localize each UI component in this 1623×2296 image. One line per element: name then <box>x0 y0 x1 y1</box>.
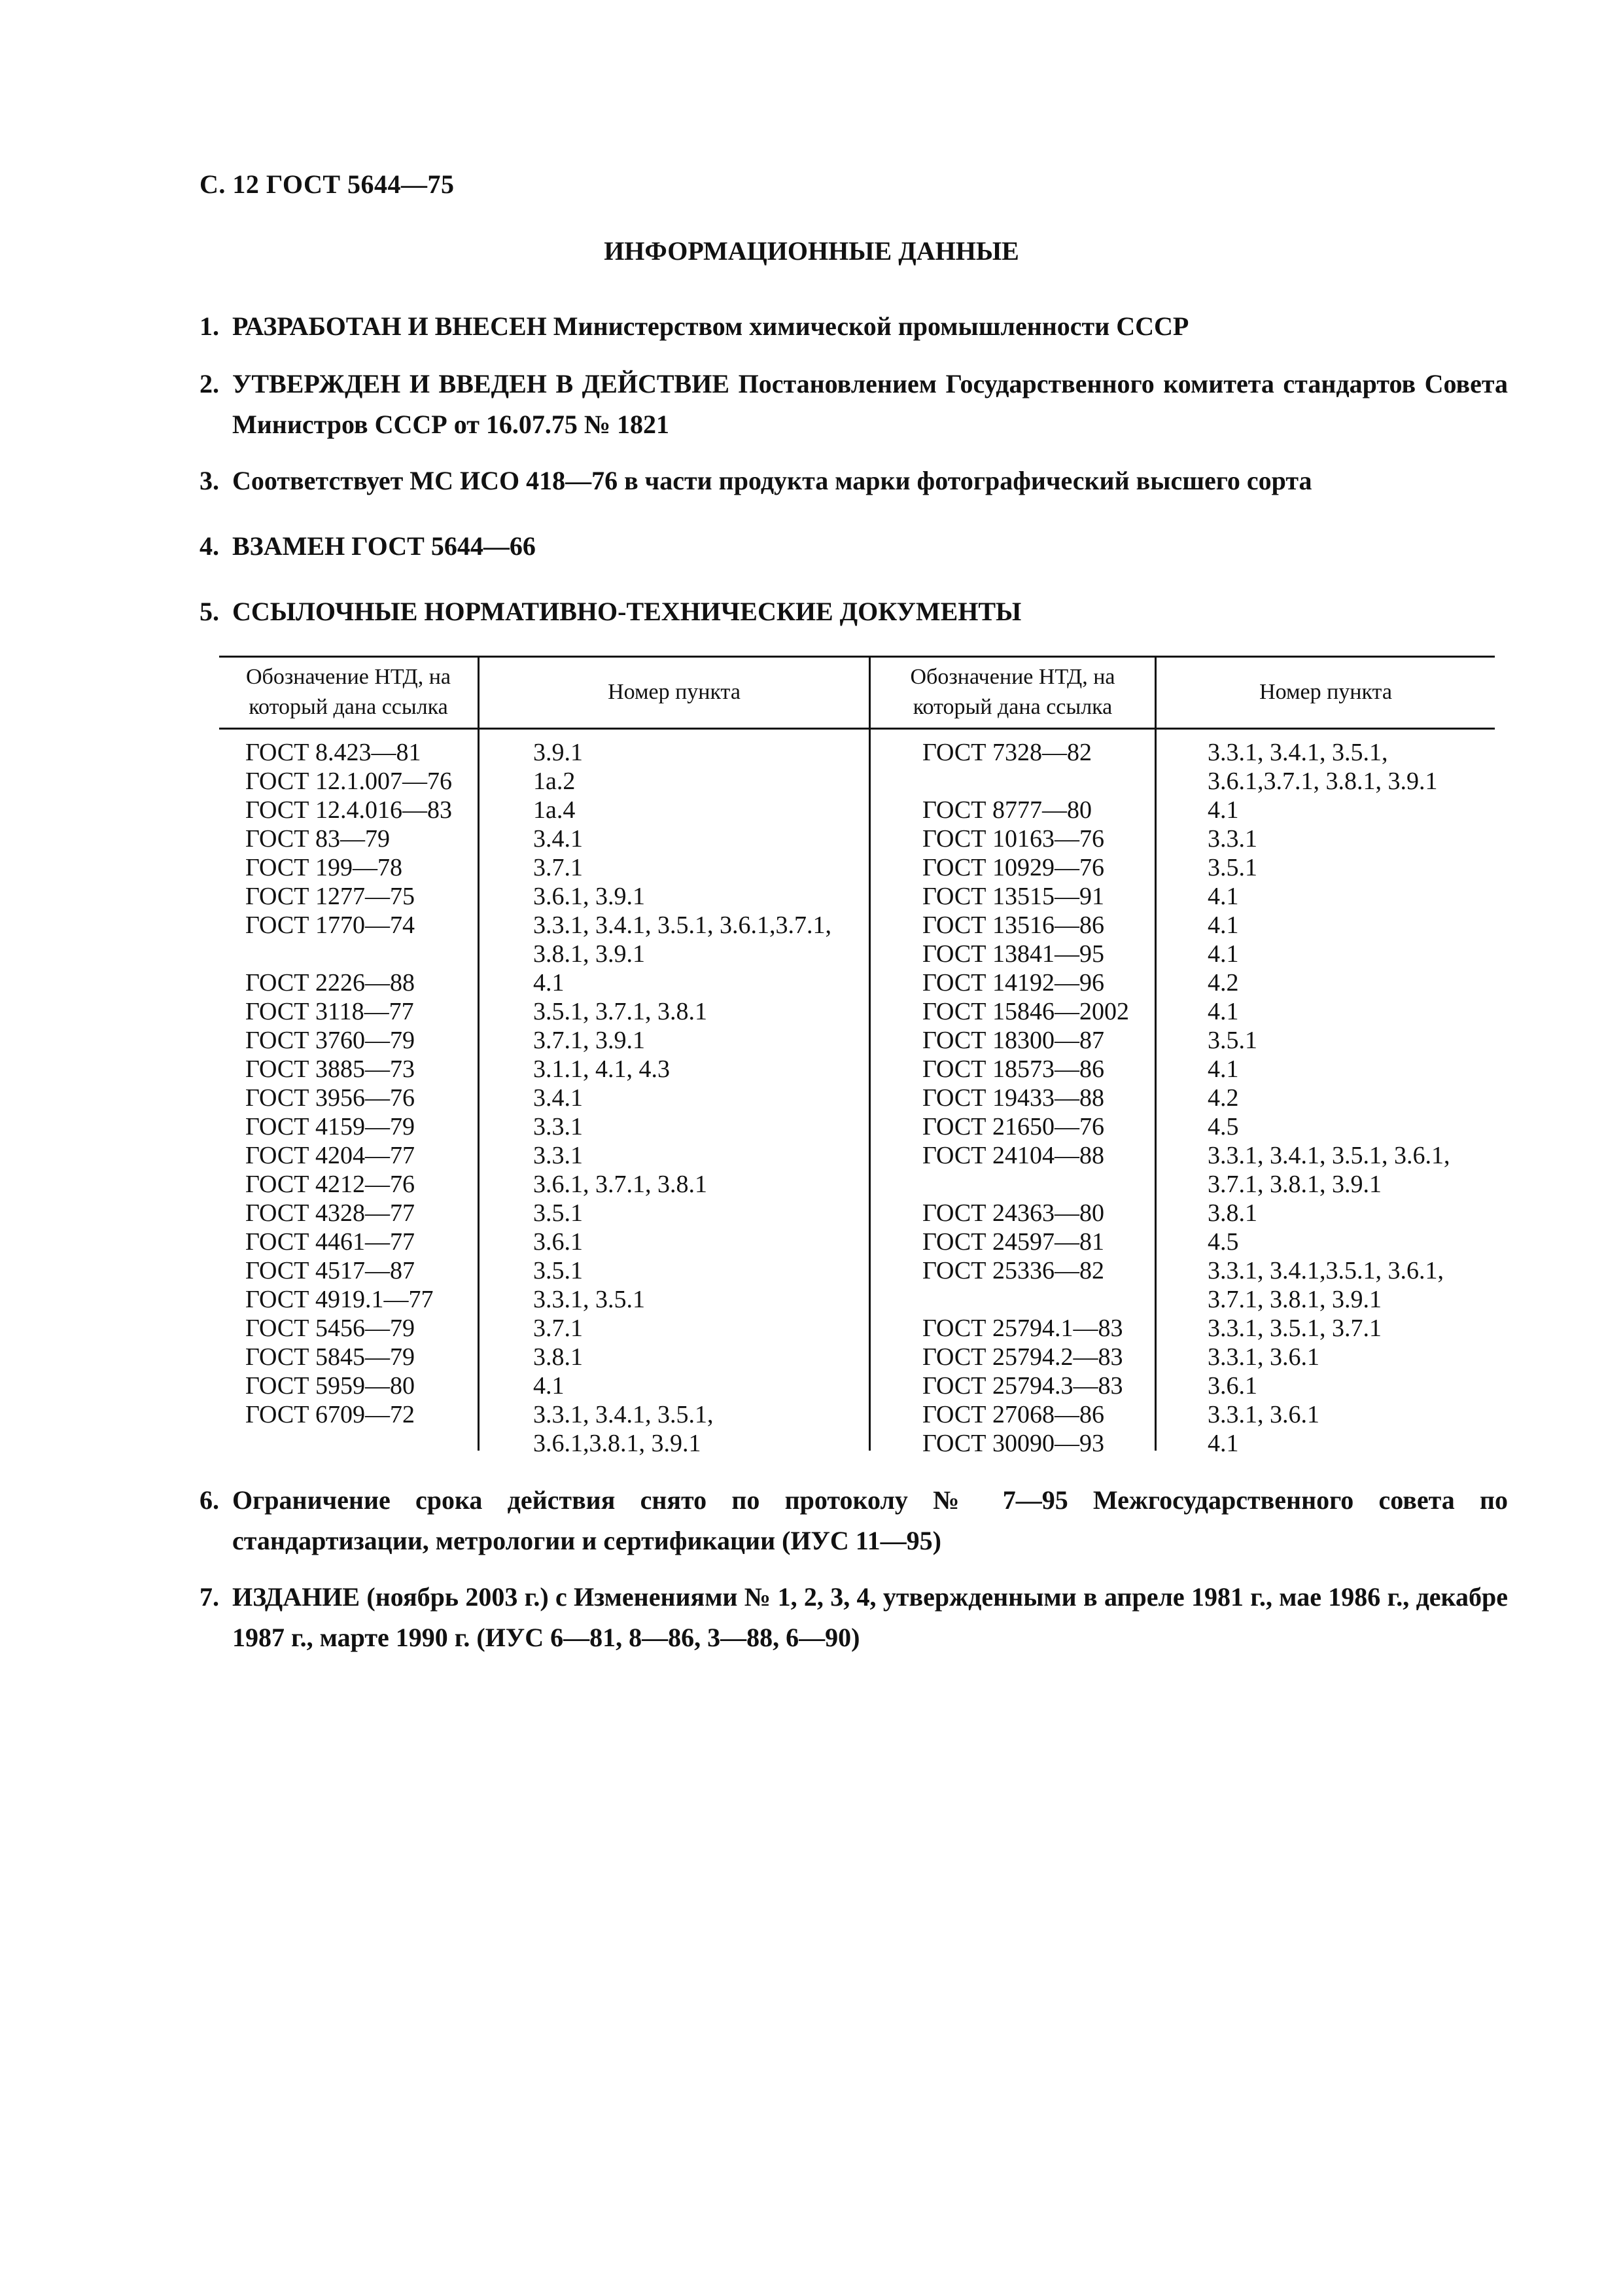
item-text: УТВЕРЖДЕН И ВВЕДЕН В ДЕЙСТВИЕ Постановлением Государственного комитета стандартов Совета Министров СССР от 16.07.75 № 1821 <box>232 369 1508 439</box>
table-row <box>922 968 1492 997</box>
item-text: ССЫЛОЧНЫЕ НОРМАТИВНО-ТЕХНИЧЕСКИЕ ДОКУМЕНТЫ <box>232 597 1022 626</box>
table-row <box>922 1256 1492 1285</box>
table-row <box>245 1256 867 1285</box>
clause-number: 4.1 <box>1208 1055 1239 1083</box>
item-number: 4. <box>200 531 219 561</box>
ntd-designation: ГОСТ 18573—86 <box>922 1055 1104 1083</box>
ntd-designation: ГОСТ 8.423—81 <box>245 739 421 766</box>
page-header: С. 12 ГОСТ 5644—75 <box>200 169 455 199</box>
item-number: 5. <box>200 597 219 626</box>
clause-number: 4.2 <box>1208 1084 1239 1112</box>
clause-number: 3.7.1 <box>533 854 583 881</box>
ntd-designation: ГОСТ 3956—76 <box>245 1084 415 1112</box>
ntd-designation: ГОСТ 13841—95 <box>922 940 1104 968</box>
table-row <box>245 1227 867 1256</box>
table-row <box>245 824 867 853</box>
table-row <box>245 1343 867 1371</box>
table-row <box>922 1141 1492 1170</box>
table-divider <box>869 656 871 1451</box>
item-text: Соответствует МС ИСО 418—76 в части продукта марки фотографический высшего сорта <box>232 466 1312 495</box>
table-row <box>245 853 867 882</box>
clause-number: 4.1 <box>1208 940 1239 968</box>
ntd-designation: ГОСТ 1277—75 <box>245 883 415 910</box>
clause-number: 3.8.1, 3.9.1 <box>533 940 645 968</box>
item-text: ВЗАМЕН ГОСТ 5644—66 <box>232 531 536 561</box>
table-row <box>245 1055 867 1084</box>
table-row <box>922 1285 1492 1314</box>
ntd-designation: ГОСТ 6709—72 <box>245 1401 415 1428</box>
table-row <box>922 1112 1492 1141</box>
header-designation-left: Обозначение НТД, на который дана ссылка <box>245 665 451 719</box>
table-row <box>245 738 867 767</box>
table-row <box>922 796 1492 824</box>
table-row <box>922 1084 1492 1112</box>
ntd-designation: ГОСТ 3760—79 <box>245 1027 415 1054</box>
table-row <box>245 1141 867 1170</box>
table-row <box>922 997 1492 1026</box>
table-row <box>922 940 1492 968</box>
clause-number: 3.6.1, 3.9.1 <box>533 883 645 910</box>
clause-number: 4.1 <box>1208 998 1239 1025</box>
table-row <box>922 767 1492 796</box>
ntd-designation: ГОСТ 3885—73 <box>245 1055 415 1083</box>
ntd-designation: ГОСТ 4212—76 <box>245 1171 415 1198</box>
table-row <box>922 1371 1492 1400</box>
clause-number: 3.6.1,3.7.1, 3.8.1, 3.9.1 <box>1208 768 1438 795</box>
clause-number: 3.6.1, 3.7.1, 3.8.1 <box>533 1171 707 1198</box>
table-row <box>245 1429 867 1458</box>
clause-number: 3.5.1 <box>1208 1027 1257 1054</box>
clause-number: 3.5.1 <box>533 1257 583 1284</box>
ntd-designation: ГОСТ 8777—80 <box>922 796 1092 824</box>
ntd-designation: ГОСТ 19433—88 <box>922 1084 1104 1112</box>
table-row <box>245 1400 867 1429</box>
ntd-designation: ГОСТ 21650—76 <box>922 1113 1104 1140</box>
table-row <box>922 853 1492 882</box>
ntd-designation: ГОСТ 25794.3—83 <box>922 1372 1123 1400</box>
clause-number: 3.4.1 <box>533 825 583 853</box>
clause-number: 4.2 <box>1208 969 1239 997</box>
ntd-designation: ГОСТ 25794.2—83 <box>922 1343 1123 1371</box>
clause-number: 3.3.1, 3.4.1, 3.5.1, <box>1208 739 1388 766</box>
clause-number: 4.1 <box>1208 911 1239 939</box>
clause-number: 3.6.1 <box>1208 1372 1257 1400</box>
item-number: 2. <box>200 369 219 398</box>
table-row <box>245 911 867 940</box>
clause-number: 3.3.1 <box>533 1142 583 1169</box>
table-row <box>245 1285 867 1314</box>
item-text: РАЗРАБОТАН И ВНЕСЕН Министерством химической промышленности СССР <box>232 311 1189 341</box>
clause-number: 3.7.1, 3.8.1, 3.9.1 <box>1208 1171 1382 1198</box>
table-row <box>922 1314 1492 1343</box>
table-row <box>245 940 867 968</box>
ntd-designation: ГОСТ 15846—2002 <box>922 998 1129 1025</box>
clause-number: 4.5 <box>1208 1228 1239 1256</box>
table-row <box>245 1112 867 1141</box>
clause-number: 3.7.1 <box>533 1315 583 1342</box>
clause-number: 3.6.1 <box>533 1228 583 1256</box>
clause-number: 3.8.1 <box>1208 1199 1257 1227</box>
table-row <box>245 1170 867 1199</box>
clause-number: 4.1 <box>1208 796 1239 824</box>
clause-number: 4.1 <box>533 1372 565 1400</box>
clause-number: 3.3.1, 3.4.1, 3.5.1, 3.6.1, <box>1208 1142 1450 1169</box>
ntd-designation: ГОСТ 27068—86 <box>922 1401 1104 1428</box>
ntd-designation: ГОСТ 10163—76 <box>922 825 1104 853</box>
table-row <box>245 1314 867 1343</box>
table-row <box>922 738 1492 767</box>
clause-number: 3.5.1, 3.7.1, 3.8.1 <box>533 998 707 1025</box>
clause-number: 4.1 <box>1208 1430 1239 1457</box>
clause-number: 3.5.1 <box>1208 854 1257 881</box>
clause-number: 3.6.1,3.8.1, 3.9.1 <box>533 1430 701 1457</box>
table-row <box>922 911 1492 940</box>
item-number: 7. <box>200 1582 219 1612</box>
item-number: 1. <box>200 311 219 341</box>
clause-number: 4.5 <box>1208 1113 1239 1140</box>
ntd-designation: ГОСТ 199—78 <box>245 854 402 881</box>
table-row <box>245 968 867 997</box>
clause-number: 1а.2 <box>533 768 576 795</box>
table-row <box>245 1026 867 1055</box>
clause-number: 4.1 <box>533 969 565 997</box>
clause-number: 3.3.1, 3.6.1 <box>1208 1343 1319 1371</box>
ntd-designation: ГОСТ 4159—79 <box>245 1113 415 1140</box>
ntd-designation: ГОСТ 10929—76 <box>922 854 1104 881</box>
ntd-designation: ГОСТ 12.1.007—76 <box>245 768 452 795</box>
header-clause-right: Номер пункта <box>1259 680 1392 704</box>
clause-number: 3.7.1, 3.8.1, 3.9.1 <box>1208 1286 1382 1313</box>
clause-number: 3.3.1, 3.4.1,3.5.1, 3.6.1, <box>1208 1257 1444 1284</box>
clause-number: 1а.4 <box>533 796 576 824</box>
ntd-designation: ГОСТ 18300—87 <box>922 1027 1104 1054</box>
table-row <box>922 1170 1492 1199</box>
item-text: ИЗДАНИЕ (ноябрь 2003 г.) с Изменениями № 1, 2, 3, 4, утвержденными в апреле 1981 г., мае 1986 г., декабре 1987 г., марте 1990 г. (ИУС 6—81, 8—86, 3—88, 6—90) <box>232 1582 1508 1652</box>
ntd-designation: ГОСТ 5959—80 <box>245 1372 415 1400</box>
ntd-designation: ГОСТ 25794.1—83 <box>922 1315 1123 1342</box>
item-number: 3. <box>200 466 219 495</box>
table-row <box>922 1055 1492 1084</box>
ntd-designation: ГОСТ 4204—77 <box>245 1142 415 1169</box>
ntd-designation: ГОСТ 13515—91 <box>922 883 1104 910</box>
ntd-designation: ГОСТ 1770—74 <box>245 911 415 939</box>
item-number: 6. <box>200 1485 219 1515</box>
ntd-designation: ГОСТ 5456—79 <box>245 1315 415 1342</box>
clause-number: 3.9.1 <box>533 739 583 766</box>
table-row <box>245 767 867 796</box>
clause-number: 3.5.1 <box>533 1199 583 1227</box>
clause-number: 3.1.1, 4.1, 4.3 <box>533 1055 670 1083</box>
references-table <box>219 656 1495 1457</box>
ntd-designation: ГОСТ 12.4.016—83 <box>245 796 452 824</box>
right-column-rows <box>922 738 1492 1458</box>
ntd-designation: ГОСТ 7328—82 <box>922 739 1092 766</box>
table-row <box>245 882 867 911</box>
document-title: ИНФОРМАЦИОННЫЕ ДАННЫЕ <box>604 236 1019 266</box>
header-designation-right: Обозначение НТД, на который дана ссылка <box>910 665 1115 719</box>
clause-number: 3.3.1, 3.5.1, 3.7.1 <box>1208 1315 1382 1342</box>
table-row <box>245 796 867 824</box>
ntd-designation: ГОСТ 83—79 <box>245 825 390 853</box>
ntd-designation: ГОСТ 4328—77 <box>245 1199 415 1227</box>
table-row <box>922 1343 1492 1371</box>
header-clause-left: Номер пункта <box>608 680 741 704</box>
ntd-designation: ГОСТ 5845—79 <box>245 1343 415 1371</box>
item-text: Ограничение срока действия снято по протоколу № 7—95 Межгосударственного совета по стандартизации, метрологии и сертификации (ИУС 11—95) <box>232 1485 1508 1555</box>
table-row <box>245 1084 867 1112</box>
clause-number: 3.3.1, 3.4.1, 3.5.1, 3.6.1,3.7.1, <box>533 911 831 939</box>
clause-number: 3.3.1 <box>533 1113 583 1140</box>
clause-number: 3.3.1, 3.5.1 <box>533 1286 645 1313</box>
table-row <box>922 882 1492 911</box>
table-row <box>922 824 1492 853</box>
ntd-designation: ГОСТ 14192—96 <box>922 969 1104 997</box>
ntd-designation: ГОСТ 30090—93 <box>922 1430 1104 1457</box>
table-row <box>245 1199 867 1227</box>
ntd-designation: ГОСТ 24104—88 <box>922 1142 1104 1169</box>
clause-number: 3.4.1 <box>533 1084 583 1112</box>
left-column-rows <box>245 738 867 1458</box>
clause-number: 3.3.1, 3.6.1 <box>1208 1401 1319 1428</box>
ntd-designation: ГОСТ 24363—80 <box>922 1199 1104 1227</box>
clause-number: 4.1 <box>1208 883 1239 910</box>
table-row <box>922 1199 1492 1227</box>
ntd-designation: ГОСТ 13516—86 <box>922 911 1104 939</box>
ntd-designation: ГОСТ 2226—88 <box>245 969 415 997</box>
table-row <box>922 1429 1492 1458</box>
ntd-designation: ГОСТ 25336—82 <box>922 1257 1104 1284</box>
ntd-designation: ГОСТ 24597—81 <box>922 1228 1104 1256</box>
ntd-designation: ГОСТ 4517—87 <box>245 1257 415 1284</box>
table-row <box>922 1227 1492 1256</box>
table-row <box>922 1026 1492 1055</box>
ntd-designation: ГОСТ 3118—77 <box>245 998 414 1025</box>
clause-number: 3.3.1 <box>1208 825 1257 853</box>
table-row <box>245 997 867 1026</box>
clause-number: 3.7.1, 3.9.1 <box>533 1027 645 1054</box>
ntd-designation: ГОСТ 4919.1—77 <box>245 1286 434 1313</box>
clause-number: 3.8.1 <box>533 1343 583 1371</box>
ntd-designation: ГОСТ 4461—77 <box>245 1228 415 1256</box>
clause-number: 3.3.1, 3.4.1, 3.5.1, <box>533 1401 714 1428</box>
table-row <box>922 1400 1492 1429</box>
table-row <box>245 1371 867 1400</box>
